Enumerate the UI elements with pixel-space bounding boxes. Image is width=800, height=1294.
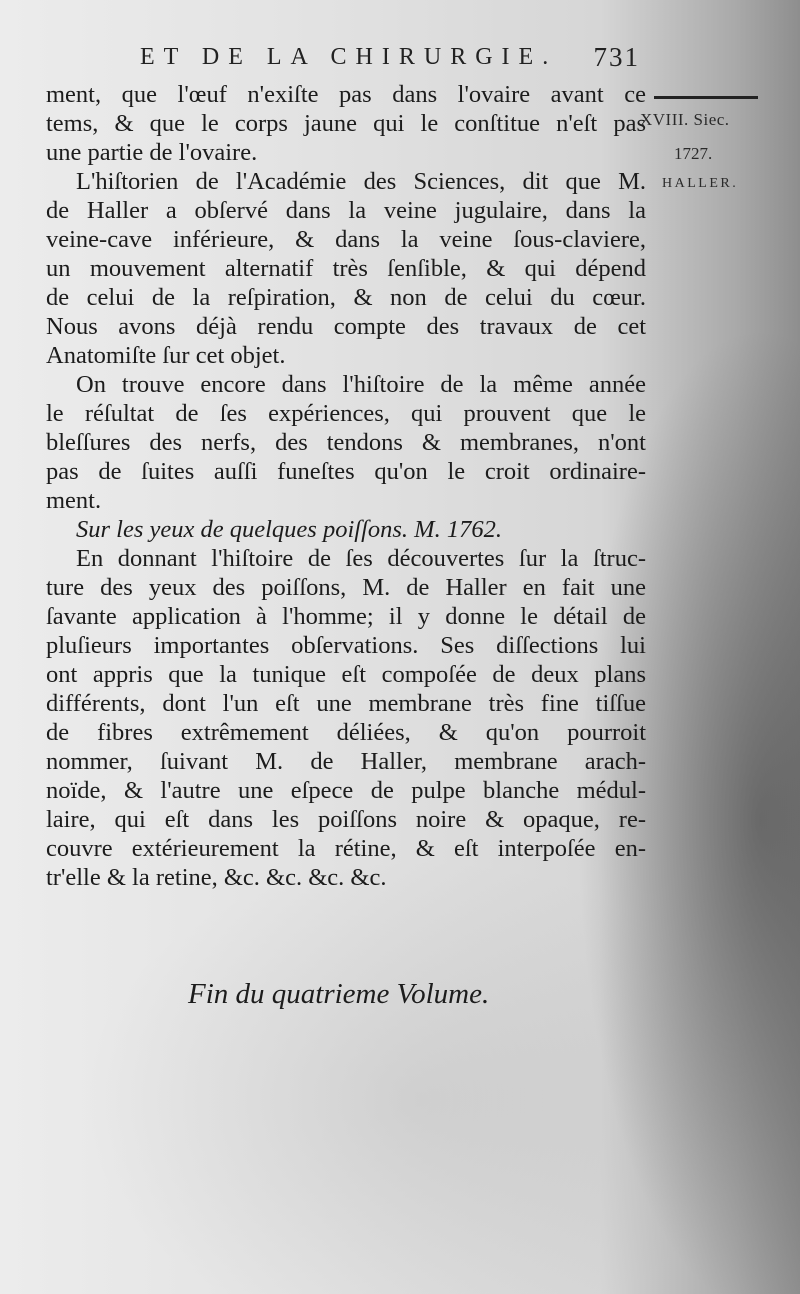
margin-rule: [654, 96, 758, 99]
text-line: tems, & que le corps jaune qui le conſtitue n'eſt pas: [46, 110, 646, 137]
text-line: ont appris que la tunique eſt compoſée de deux plans: [46, 661, 646, 688]
text-line: un mouvement alternatif très ſenſible, & qui dépend: [46, 255, 646, 282]
text-line: pas de ſuites auſſi funeſtes qu'on le croit ordinaire-: [46, 458, 646, 485]
text-line: couvre extérieurement la rétine, & eſt interpoſée en-: [46, 835, 646, 862]
text-line: noïde, & l'autre une eſpece de pulpe blanche médul-: [46, 777, 646, 804]
text-line: le réſultat de ſes expériences, qui prouvent que le: [46, 400, 646, 427]
text-line: ment.: [46, 487, 102, 514]
text-line: une partie de l'ovaire.: [46, 139, 258, 166]
text-line: En donnant l'hiſtoire de ſes découvertes ſur la ſtruc-: [76, 545, 646, 572]
running-head: ET DE LA CHIRURGIE.: [140, 44, 558, 70]
text-line: Anatomiſte ſur cet objet.: [46, 342, 286, 369]
body-text: [46, 80, 646, 892]
closing-line: Fin du quatrieme Volume.: [188, 978, 490, 1010]
text-line: de celui de la reſpiration, & non de celui du cœur.: [46, 284, 646, 311]
text-line: ment, que l'œuf n'exiſte pas dans l'ovaire avant ce: [46, 81, 646, 108]
page-header: [140, 40, 640, 76]
text-line: Nous avons déjà rendu compte des travaux de cet: [46, 313, 646, 340]
text-line: de fibres extrêmement déliées, & qu'on pourroit: [46, 719, 646, 746]
text-line: veine-cave inférieure, & dans la veine ſous-claviere,: [46, 226, 646, 253]
text-line: ſavante application à l'homme; il y donne le détail de: [46, 603, 646, 630]
text-line: différents, dont l'un eſt une membrane très fine tiſſue: [46, 690, 646, 717]
margin-note-century: XVIII. Siec.: [640, 110, 730, 129]
margin-note-year: 1727.: [674, 144, 713, 163]
text-line: On trouve encore dans l'hiſtoire de la même année: [76, 371, 646, 398]
text-line: de Haller a obſervé dans la veine jugulaire, dans la: [46, 197, 646, 224]
text-line: laire, qui eſt dans les poiſſons noire & opaque, re-: [46, 806, 646, 833]
text-line: bleſſures des nerfs, des tendons & membranes, n'ont: [46, 429, 646, 456]
margin-note-name: HALLER.: [662, 176, 739, 191]
text-line: L'hiſtorien de l'Académie des Sciences, dit que M.: [76, 168, 646, 195]
text-line: nommer, ſuivant M. de Haller, membrane arach-: [46, 748, 646, 775]
page-number: 731: [593, 42, 640, 72]
section-heading: Sur les yeux de quelques poiſſons. M. 1762.: [76, 516, 502, 543]
text-line: pluſieurs importantes obſervations. Ses diſſections lui: [46, 632, 646, 659]
text-line: tr'elle & la retine, &c. &c. &c. &c.: [46, 864, 387, 891]
text-line: ture des yeux des poiſſons, M. de Haller en fait une: [46, 574, 646, 601]
